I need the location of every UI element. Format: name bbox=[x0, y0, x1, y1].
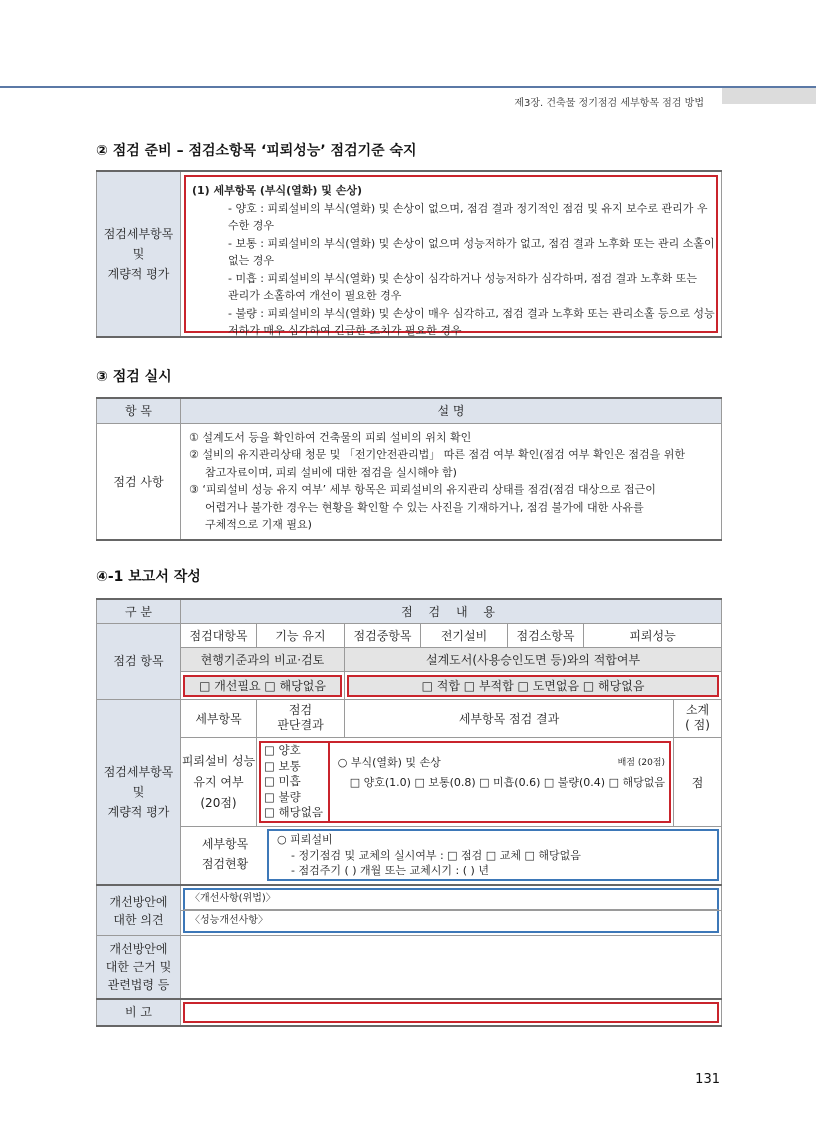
sub-item-header: 세부항목 bbox=[181, 699, 257, 737]
result-points: 배점 (20점) bbox=[617, 758, 665, 769]
procedure-col-item: 항 목 bbox=[97, 398, 181, 423]
criteria-line: - 보통 : 피뢰설비의 부식(열화) 및 손상이 없으며 성능저하가 없고, 점검 결과 노후화 또는 관리 소홀이 bbox=[228, 236, 715, 250]
basis-field[interactable] bbox=[181, 936, 722, 999]
result-title: ○ 부식(열화) 및 손상 bbox=[337, 756, 441, 770]
judge-header: 점검 판단결과 bbox=[257, 699, 345, 737]
status-content: ○ 피뢰설비 - 정기점검 및 교체의 실시여부 : □ 점검 □ 교체 □ 해당없음 - 점검주기 ( ) 개월 또는 교체시기 : ( ) 년 bbox=[267, 829, 719, 881]
mid-item-label: 점검중항목 bbox=[345, 623, 421, 647]
procedure-line: ③ ‘피뢰설비 성능 유지 여부’ 세부 항목은 피뢰설비의 유지관리 상태를 점검(점검 대상으로 접근이 bbox=[189, 483, 656, 497]
item-label: 점검 항목 bbox=[97, 623, 181, 699]
procedure-line: 어렵거나 불가한 경우는 현황을 확인할 수 있는 사진을 기재하거나, 점검 불가에 대한 사유를 bbox=[205, 500, 644, 514]
header-tab bbox=[722, 88, 816, 104]
procedure-row-label: 점검 사항 bbox=[97, 423, 181, 540]
opinion-label: 개선방안에 대한 의견 bbox=[97, 885, 181, 936]
page-number: 131 bbox=[695, 1072, 720, 1087]
criteria-line: 관리가 소홀하여 개선이 필요한 경우 bbox=[228, 289, 402, 302]
section4-title: ④-1 보고서 작성 bbox=[96, 569, 201, 585]
procedure-line: 구체적으로 기재 필요) bbox=[205, 518, 312, 532]
big-item-label: 점검대항목 bbox=[181, 623, 257, 647]
standard-checkboxes[interactable]: □ 개선필요 □ 해당없음 bbox=[183, 675, 342, 697]
criteria-line: 수한 경우 bbox=[228, 219, 275, 232]
procedure-col-desc: 설 명 bbox=[181, 398, 722, 423]
criteria-content bbox=[184, 175, 718, 337]
report-table bbox=[96, 598, 722, 1027]
big-item-value: 기능 유지 bbox=[257, 623, 345, 647]
report-col-content: 점 검 내 용 bbox=[181, 599, 722, 623]
chapter-title: 제3장. 건축물 정기점검 세부항목 점검 방법 bbox=[514, 98, 704, 109]
report-col-category: 구 분 bbox=[97, 599, 181, 623]
compare-standard-label: 현행기준과의 비교·검토 bbox=[181, 648, 345, 672]
procedure-line: 참고자료이며, 피뢰 설비에 대한 점검을 실시해야 함) bbox=[205, 465, 457, 479]
score-cell: 점 bbox=[674, 738, 722, 827]
criteria-label: 점검세부항목 및 계량적 평가 bbox=[97, 171, 181, 337]
section3-title: ③ 점검 실시 bbox=[96, 369, 172, 385]
criteria-line: - 미흡 : 피뢰설비의 부식(열화) 및 손상이 심각하거나 성능저하가 심각하며, 점검 결과 노후화 또는 bbox=[228, 271, 697, 285]
criteria-line: - 불량 : 피뢰설비의 부식(열화) 및 손상이 매우 심각하고, 점검 결과 노후화 또는 관리소홀 등으로 성능 bbox=[228, 306, 715, 320]
criteria-line: - 양호 : 피뢰설비의 부식(열화) 및 손상이 없으며, 점검 결과 정기적인 점검 및 유지 보수로 관리가 우 bbox=[228, 201, 708, 215]
section2-title: ② 점검 준비 – 점검소항목 ‘피뢰성능’ 점검기준 숙지 bbox=[96, 143, 417, 159]
compare-design-label: 설계도서(사용승인도면 등)와의 적합여부 bbox=[345, 648, 722, 672]
remark-field[interactable] bbox=[183, 1002, 719, 1023]
header-rule bbox=[0, 86, 816, 88]
result-header: 세부항목 점검 결과 bbox=[345, 699, 674, 737]
opinion-performance-field[interactable]: 〈성능개선사항〉 bbox=[183, 911, 719, 933]
small-item-label: 점검소항목 bbox=[508, 623, 584, 647]
mid-item-value: 전기설비 bbox=[421, 623, 508, 647]
remark-label: 비 고 bbox=[97, 999, 181, 1026]
small-item-value: 피뢰성능 bbox=[584, 623, 722, 647]
criteria-line: 없는 경우 bbox=[228, 254, 275, 267]
judge-checkboxes[interactable]: □ 양호 □ 보통 □ 미흡 □ 불량 □ 해당없음 bbox=[259, 741, 330, 823]
procedure-line: ① 설계도서 등을 확인하여 건축물의 피뢰 설비의 위치 확인 bbox=[189, 430, 472, 444]
criteria-line: 저하가 매우 심각하여 긴급한 조치가 필요한 경우 bbox=[228, 324, 462, 337]
subtotal-header: 소계 ( 점) bbox=[674, 699, 722, 737]
status-label: 세부항목 점검현황 bbox=[201, 837, 249, 872]
result-content bbox=[330, 741, 671, 823]
item-name: 피뢰설비 성능 유지 여부 (20점) bbox=[181, 738, 257, 827]
criteria-table bbox=[96, 170, 722, 338]
design-checkboxes[interactable]: □ 적합 □ 부적합 □ 도면없음 □ 해당없음 bbox=[347, 675, 719, 697]
detail-label: 점검세부항목 및 계량적 평가 bbox=[97, 699, 181, 885]
criteria-heading: (1) 세부항목 (부식(열화) 및 손상) bbox=[192, 184, 363, 197]
procedure-table bbox=[96, 397, 722, 541]
result-checkboxes[interactable]: □ 양호(1.0) □ 보통(0.8) □ 미흡(0.6) □ 불량(0.4) □ 해당없음 bbox=[349, 776, 665, 790]
opinion-violation-field[interactable]: 〈개선사항(위법)〉 bbox=[183, 888, 719, 910]
procedure-line: ② 설비의 유지관리상태 청문 및 「전기안전관리법」 따른 점검 여부 확인(점검 여부 확인은 점검을 위한 bbox=[189, 448, 686, 462]
basis-label: 개선방안에 대한 근거 및 관련법령 등 bbox=[97, 936, 181, 999]
